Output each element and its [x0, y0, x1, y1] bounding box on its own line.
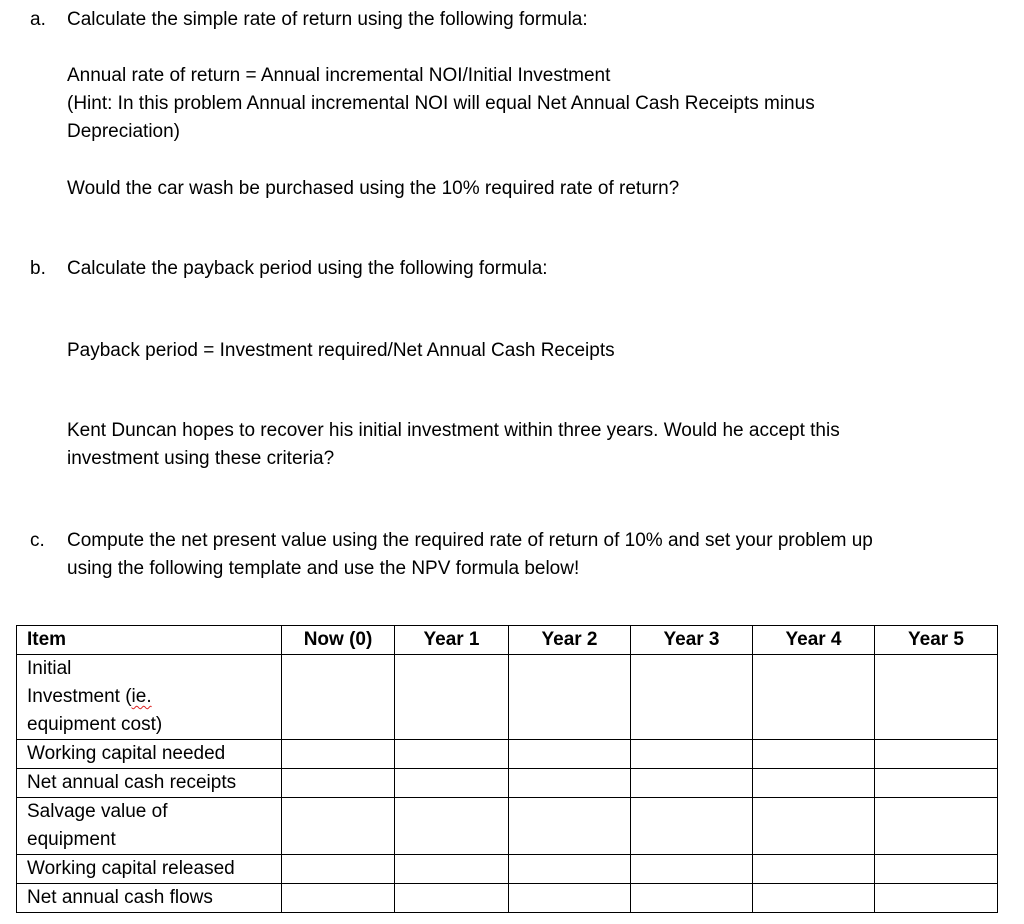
table-row-net-annual-cash-receipts — [17, 769, 998, 798]
column-header-year-2: Year 2 — [509, 626, 631, 655]
table-cell[interactable] — [282, 798, 395, 855]
table-cell[interactable] — [631, 884, 753, 913]
question-b-prompt: Calculate the payback period using the following formula: — [67, 258, 548, 279]
question-a-hint-line1: (Hint: In this problem Annual incremental NOI will equal Net Annual Cash Receipts minus — [67, 93, 815, 114]
table-row-working-capital-needed — [17, 740, 998, 769]
table-cell[interactable] — [282, 855, 395, 884]
column-header-now: Now (0) — [282, 626, 395, 655]
row-label-line: Initial — [27, 658, 72, 679]
table-cell[interactable] — [631, 740, 753, 769]
table-cell[interactable] — [509, 740, 631, 769]
question-a-prompt: Calculate the simple rate of return using the following formula: — [67, 9, 588, 30]
table-cell[interactable] — [875, 655, 998, 740]
question-a-formula: Annual rate of return = Annual incremental NOI/Initial Investment — [67, 65, 611, 86]
table-cell[interactable] — [753, 769, 875, 798]
row-label-line — [27, 683, 281, 711]
question-b-question-line2: investment using these criteria? — [67, 448, 335, 469]
question-c-letter: c. — [30, 530, 45, 551]
question-c-prompt-line2: using the following template and use the NPV formula below! — [67, 558, 580, 579]
table-cell[interactable] — [395, 855, 509, 884]
table-cell[interactable] — [282, 884, 395, 913]
row-label-working-capital-needed: Working capital needed — [17, 740, 282, 769]
table-cell[interactable] — [875, 769, 998, 798]
row-label-line: equipment cost) — [27, 714, 163, 735]
table-cell[interactable] — [395, 655, 509, 740]
column-header-year-3: Year 3 — [631, 626, 753, 655]
table-cell[interactable] — [282, 655, 395, 740]
table-cell[interactable] — [509, 855, 631, 884]
question-a-question: Would the car wash be purchased using the 10% required rate of return? — [67, 178, 680, 199]
row-label-text: Investment ( — [27, 686, 132, 707]
column-header-year-4: Year 4 — [753, 626, 875, 655]
table-cell[interactable] — [395, 740, 509, 769]
column-header-item: Item — [17, 626, 282, 655]
table-cell[interactable] — [753, 655, 875, 740]
question-b-letter: b. — [30, 258, 46, 279]
table-cell[interactable] — [509, 769, 631, 798]
table-cell[interactable] — [509, 655, 631, 740]
table-cell[interactable] — [631, 769, 753, 798]
column-header-year-5: Year 5 — [875, 626, 998, 655]
table-cell[interactable] — [282, 740, 395, 769]
row-label-net-annual-cash-receipts: Net annual cash receipts — [17, 769, 282, 798]
table-cell[interactable] — [509, 798, 631, 855]
table-cell[interactable] — [395, 798, 509, 855]
table-row-net-annual-cash-flows — [17, 884, 998, 913]
table-cell[interactable] — [753, 884, 875, 913]
npv-template-table — [16, 625, 998, 913]
table-cell[interactable] — [282, 769, 395, 798]
table-cell[interactable] — [631, 855, 753, 884]
row-label-initial-investment — [17, 655, 282, 740]
table-cell[interactable] — [631, 655, 753, 740]
table-cell[interactable] — [753, 740, 875, 769]
table-row-salvage-value — [17, 798, 998, 855]
table-cell[interactable] — [753, 855, 875, 884]
spelling-flag: ie. — [131, 686, 152, 707]
question-c-prompt-line1: Compute the net present value using the required rate of return of 10% and set your problem up — [67, 530, 873, 551]
table-row-initial-investment — [17, 655, 998, 740]
question-a-letter: a. — [30, 9, 46, 30]
table-cell[interactable] — [875, 798, 998, 855]
table-cell[interactable] — [631, 798, 753, 855]
table-cell[interactable] — [875, 740, 998, 769]
row-label-salvage-value — [17, 798, 282, 855]
table-cell[interactable] — [875, 855, 998, 884]
question-b-formula: Payback period = Investment required/Net Annual Cash Receipts — [67, 340, 615, 361]
table-cell[interactable] — [395, 884, 509, 913]
question-b-question-line1: Kent Duncan hopes to recover his initial investment within three years. Would he accept this — [67, 420, 840, 441]
table-header-row — [17, 626, 998, 655]
question-a-hint-line2: Depreciation) — [67, 121, 180, 142]
table-cell[interactable] — [509, 884, 631, 913]
table-row-working-capital-released — [17, 855, 998, 884]
row-label-working-capital-released: Working capital released — [17, 855, 282, 884]
table-cell[interactable] — [753, 798, 875, 855]
row-label-line: equipment — [27, 829, 116, 850]
row-label-line: Salvage value of — [27, 801, 168, 822]
table-cell[interactable] — [875, 884, 998, 913]
column-header-year-1: Year 1 — [395, 626, 509, 655]
row-label-net-annual-cash-flows: Net annual cash flows — [17, 884, 282, 913]
table-cell[interactable] — [395, 769, 509, 798]
